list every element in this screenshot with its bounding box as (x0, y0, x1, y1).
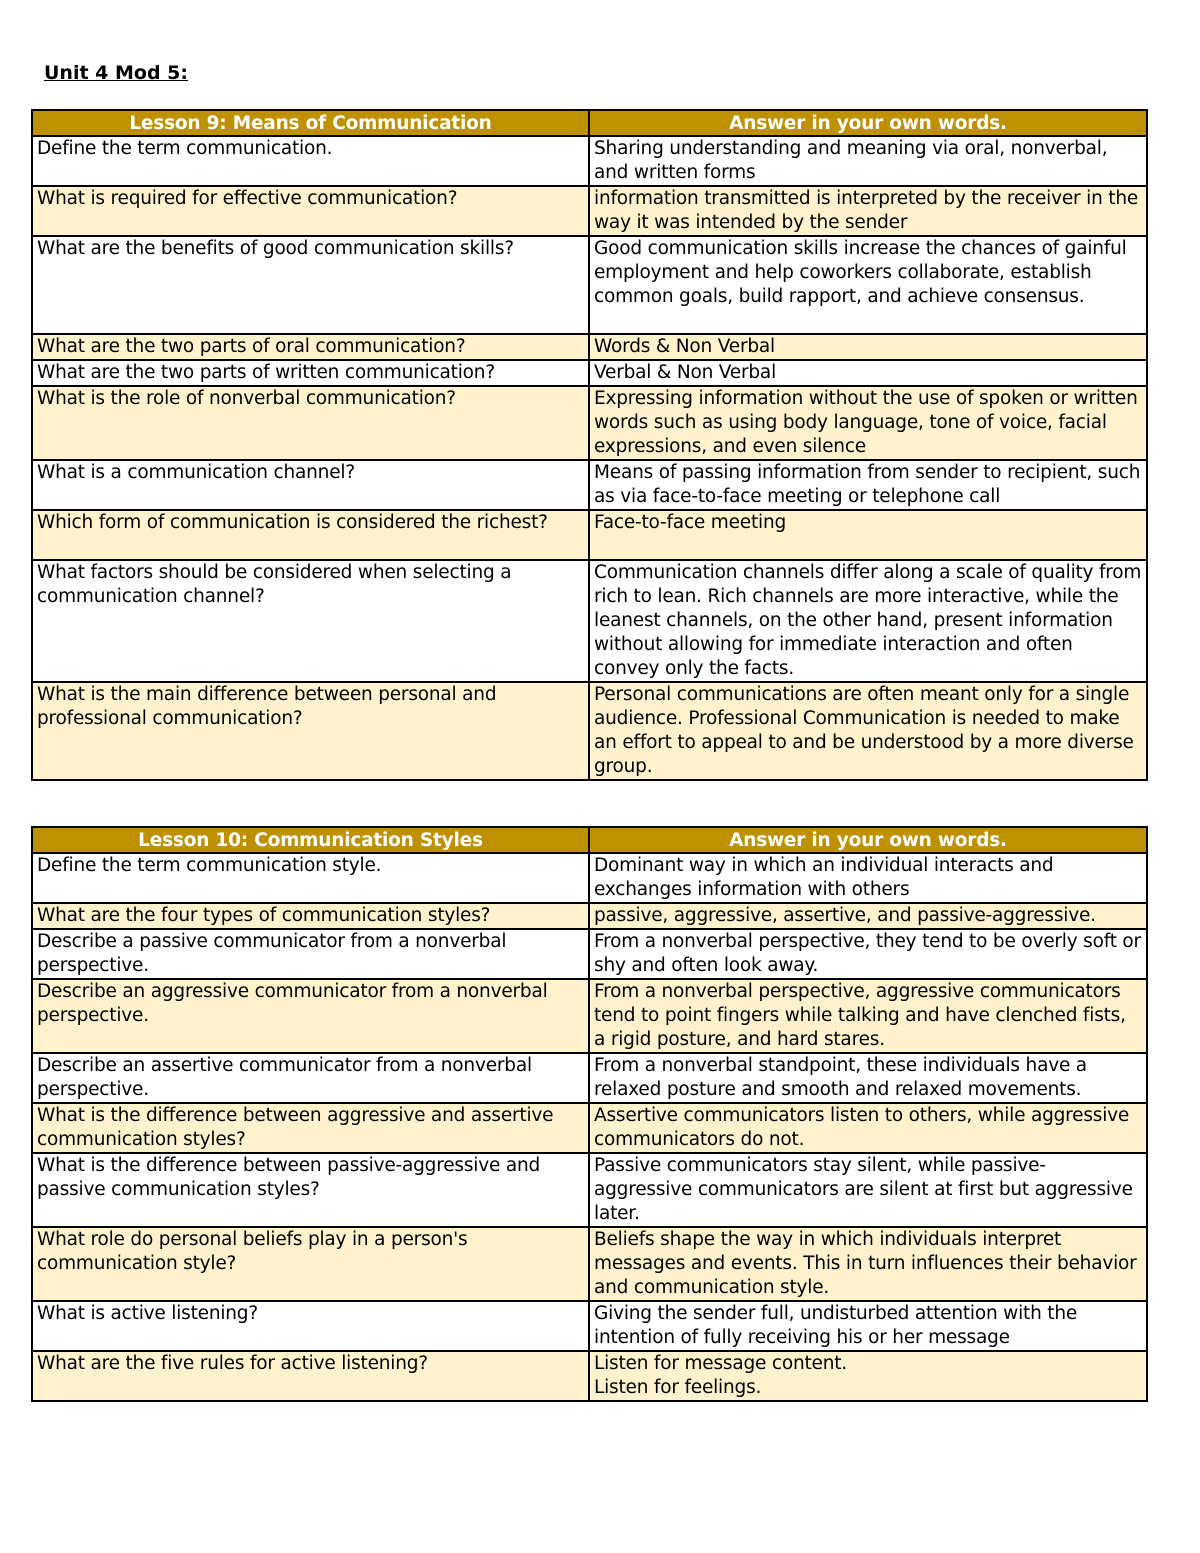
answer-cell[interactable]: Sharing understanding and meaning via oral, nonverbal, and written forms (589, 136, 1147, 186)
table-row (32, 186, 1147, 236)
answer-cell[interactable]: Words & Non Verbal (589, 334, 1147, 360)
table-row (32, 136, 1147, 186)
question-cell: What are the two parts of written communication? (32, 360, 589, 386)
answer-cell[interactable]: Assertive communicators listen to others, while aggressive communicators do not. (589, 1103, 1147, 1153)
table-row (32, 560, 1147, 682)
question-cell: Define the term communication style. (32, 853, 589, 903)
table-row (32, 1351, 1147, 1401)
question-cell: What are the five rules for active listening? (32, 1351, 589, 1401)
answer-cell[interactable]: From a nonverbal standpoint, these individuals have a relaxed posture and smooth and relaxed movements. (589, 1053, 1147, 1103)
table-row (32, 460, 1147, 510)
question-cell: What is the difference between aggressive and assertive communication styles? (32, 1103, 589, 1153)
question-cell: Define the term communication. (32, 136, 589, 186)
answer-cell[interactable]: Means of passing information from sender to recipient, such as via face-to-face meeting or telephone call (589, 460, 1147, 510)
table-header-row (32, 827, 1147, 853)
table-row (32, 360, 1147, 386)
answer-cell[interactable]: Dominant way in which an individual interacts and exchanges information with others (589, 853, 1147, 903)
question-cell: What role do personal beliefs play in a person's communication style? (32, 1227, 589, 1301)
table-header-row (32, 110, 1147, 136)
answer-cell[interactable]: passive, aggressive, assertive, and passive-aggressive. (589, 903, 1147, 929)
table-row (32, 334, 1147, 360)
answer-column-header: Answer in your own words. (589, 827, 1147, 853)
question-cell: What is active listening? (32, 1301, 589, 1351)
answer-cell[interactable]: From a nonverbal perspective, they tend to be overly soft or shy and often look away. (589, 929, 1147, 979)
answer-cell[interactable]: Face-to-face meeting (589, 510, 1147, 560)
table-row (32, 903, 1147, 929)
lesson-10-title: Lesson 10: Communication Styles (32, 827, 589, 853)
answer-cell[interactable]: Listen for message content. Listen for feelings. (589, 1351, 1147, 1401)
table-row (32, 236, 1147, 334)
question-cell: What is the role of nonverbal communication? (32, 386, 589, 460)
answer-cell[interactable]: information transmitted is interpreted by the receiver in the way it was intended by the sender (589, 186, 1147, 236)
table-row (32, 386, 1147, 460)
question-cell: Which form of communication is considered the richest? (32, 510, 589, 560)
table-row (32, 1153, 1147, 1227)
table-row (32, 1227, 1147, 1301)
answer-cell[interactable]: Personal communications are often meant only for a single audience. Professional Communication is needed to make an effort to appeal to and be understood by a more diverse group. (589, 682, 1147, 780)
answer-cell[interactable]: From a nonverbal perspective, aggressive communicators tend to point fingers while talking and have clenched fists, a rigid posture, and hard stares. (589, 979, 1147, 1053)
table-row (32, 979, 1147, 1053)
document-title: Unit 4 Mod 5: (44, 62, 188, 84)
answer-cell[interactable]: Good communication skills increase the chances of gainful employment and help coworkers collaborate, establish common goals, build rapport, and achieve consensus. (589, 236, 1147, 334)
answer-cell[interactable]: Passive communicators stay silent, while passive-aggressive communicators are silent at first but aggressive later. (589, 1153, 1147, 1227)
answer-cell[interactable]: Expressing information without the use of spoken or written words such as using body language, tone of voice, facial expressions, and even silence (589, 386, 1147, 460)
question-cell: Describe a passive communicator from a nonverbal perspective. (32, 929, 589, 979)
question-cell: What is required for effective communication? (32, 186, 589, 236)
answer-cell[interactable]: Giving the sender full, undisturbed attention with the intention of fully receiving his or her message (589, 1301, 1147, 1351)
table-row (32, 510, 1147, 560)
table-row (32, 1053, 1147, 1103)
question-cell: What is a communication channel? (32, 460, 589, 510)
question-cell: Describe an aggressive communicator from a nonverbal perspective. (32, 979, 589, 1053)
answer-cell[interactable]: Communication channels differ along a scale of quality from rich to lean. Rich channels are more interactive, while the leanest channels, on the other hand, present information without allowing for immediate interaction and often convey only the facts. (589, 560, 1147, 682)
lesson-9-table (31, 109, 1148, 781)
question-cell: What are the two parts of oral communication? (32, 334, 589, 360)
answer-cell[interactable]: Verbal & Non Verbal (589, 360, 1147, 386)
question-cell: What is the main difference between personal and professional communication? (32, 682, 589, 780)
table-row (32, 682, 1147, 780)
answer-cell[interactable]: Beliefs shape the way in which individuals interpret messages and events. This in turn influences their behavior and communication style. (589, 1227, 1147, 1301)
question-cell: What is the difference between passive-aggressive and passive communication styles? (32, 1153, 589, 1227)
lesson-10-table (31, 826, 1148, 1402)
question-cell: Describe an assertive communicator from a nonverbal perspective. (32, 1053, 589, 1103)
question-cell: What factors should be considered when selecting a communication channel? (32, 560, 589, 682)
lesson-9-title: Lesson 9: Means of Communication (32, 110, 589, 136)
table-row (32, 1301, 1147, 1351)
question-cell: What are the benefits of good communication skills? (32, 236, 589, 334)
table-row (32, 1103, 1147, 1153)
table-row (32, 929, 1147, 979)
table-row (32, 853, 1147, 903)
question-cell: What are the four types of communication styles? (32, 903, 589, 929)
answer-column-header: Answer in your own words. (589, 110, 1147, 136)
